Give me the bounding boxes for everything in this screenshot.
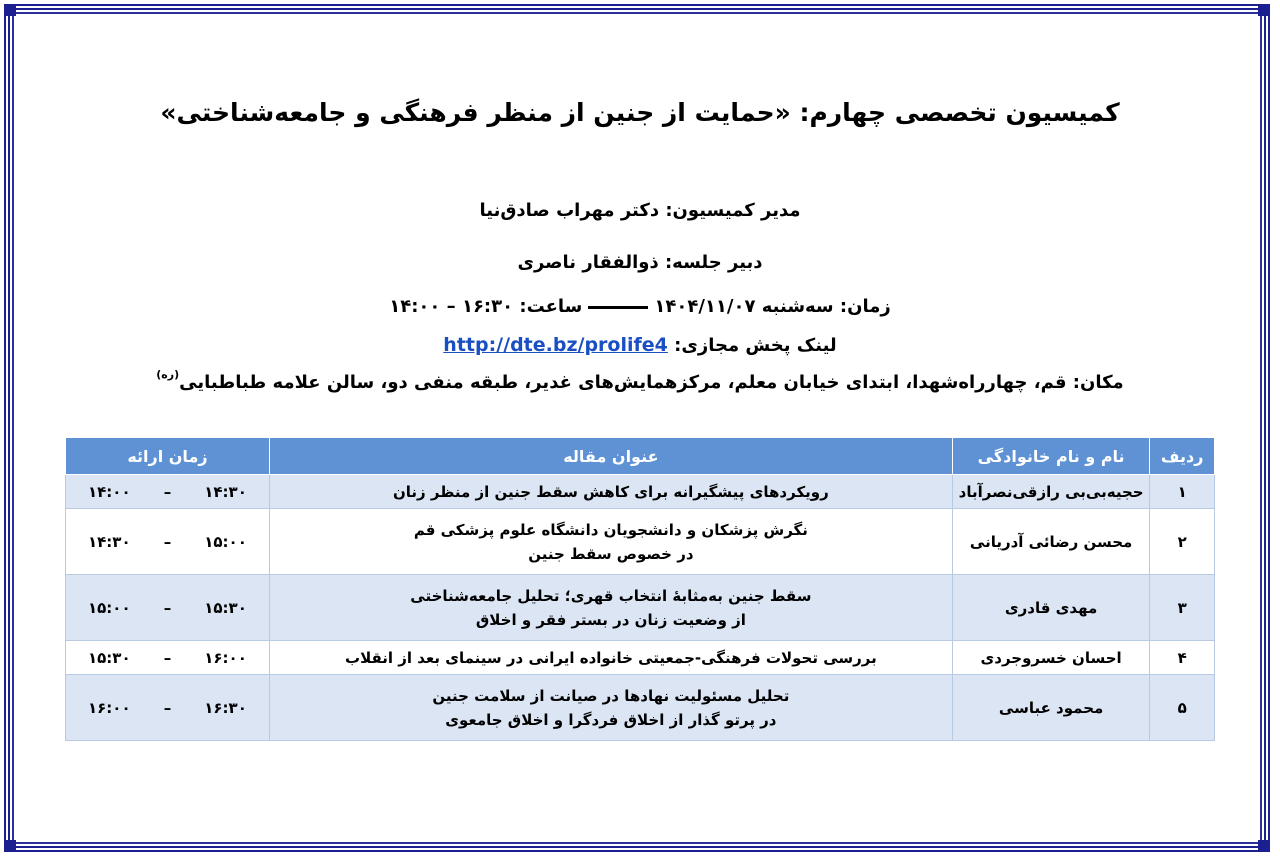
presenter-name: مهدی قادری <box>952 575 1149 641</box>
header-paper-title: عنوان مقاله <box>269 438 952 475</box>
stream-link-line <box>0 334 1280 356</box>
table-row <box>66 575 1215 641</box>
paper-title-line: تحلیل مسئولیت نهادها در صیانت از سلامت جنین <box>432 686 790 705</box>
header-time: زمان ارائه <box>66 438 270 475</box>
row-number: ۲ <box>1150 509 1215 575</box>
time-separator: – <box>163 648 172 667</box>
session-hours: ساعت: ۱۶:۳۰ – ۱۴:۰۰ <box>389 296 583 317</box>
row-number: ۳ <box>1150 575 1215 641</box>
time-separator: – <box>163 482 172 501</box>
time-end: ۱۵:۰۰ <box>204 532 247 551</box>
row-number: ۵ <box>1150 675 1215 741</box>
paper-title <box>269 641 952 675</box>
time-start: ۱۶:۰۰ <box>88 698 131 717</box>
time-separator: – <box>163 532 172 551</box>
stream-link-label: لینک پخش مجازی: <box>674 335 837 356</box>
time-end: ۱۶:۰۰ <box>204 648 247 667</box>
table-row <box>66 509 1215 575</box>
paper-title-line: در خصوص سقط جنین <box>528 544 694 563</box>
session-date: زمان: سه‌شنبه ۱۴۰۴/۱۱/۰۷ <box>654 296 891 317</box>
commission-title: کمیسیون تخصصی چهارم: «حمایت از جنین از منظر فرهنگی و جامعه‌شناختی» <box>160 98 1120 127</box>
paper-title-line: در پرتو گذار از اخلاق فردگرا و اخلاق جامعوی <box>445 710 777 729</box>
presentation-time <box>66 575 270 641</box>
table-row <box>66 641 1215 675</box>
session-time <box>0 296 1280 317</box>
presenter-name: محمود عباسی <box>952 675 1149 741</box>
venue-line <box>0 368 1280 393</box>
paper-title <box>269 575 952 641</box>
row-number: ۴ <box>1150 641 1215 675</box>
time-separator: – <box>163 598 172 617</box>
presentation-time <box>66 641 270 675</box>
venue-text: مکان: قم، چهارراه‌شهدا، ابتدای خیابان معلم، مرکزهمایش‌های غدیر، طبقه منفی دو، سالن علامه طباطبایی <box>179 372 1124 393</box>
paper-title <box>269 509 952 575</box>
presenter-name: احسان خسروجردی <box>952 641 1149 675</box>
time-start: ۱۵:۳۰ <box>88 648 131 667</box>
presentation-time <box>66 675 270 741</box>
paper-title-line: سقط جنین به‌مثابهٔ انتخاب قهری؛ تحلیل جامعه‌شناختی <box>410 586 812 605</box>
paper-title-line: نگرش پزشکان و دانشجویان دانشگاه علوم پزشکی قم <box>413 520 808 539</box>
time-end: ۱۴:۳۰ <box>204 482 247 501</box>
presentation-time <box>66 509 270 575</box>
time-end: ۱۵:۳۰ <box>204 598 247 617</box>
paper-title-line: رویکردهای پیشگیرانه برای کاهش سقط جنین از منظر زنان <box>392 482 829 501</box>
time-end: ۱۶:۳۰ <box>204 698 247 717</box>
time-start: ۱۴:۳۰ <box>88 532 131 551</box>
presenter-name: محسن رضائی آدریانی <box>952 509 1149 575</box>
paper-title-line: از وضعیت زنان در بستر فقر و اخلاق <box>475 610 746 629</box>
schedule-table <box>65 437 1215 741</box>
header-name: نام و نام خانوادگی <box>952 438 1149 475</box>
table-row <box>66 675 1215 741</box>
table-header-row <box>66 438 1215 475</box>
honorific-mark: (ره) <box>156 368 180 381</box>
row-number: ۱ <box>1150 475 1215 509</box>
time-start: ۱۴:۰۰ <box>88 482 131 501</box>
table-row <box>66 475 1215 509</box>
time-separator: – <box>163 698 172 717</box>
presenter-name: حجیه‌بی‌بی رازقی‌نصرآباد <box>952 475 1149 509</box>
header-row-number: ردیف <box>1150 438 1215 475</box>
session-secretary: دبیر جلسه: ذوالفقار ناصری <box>517 252 763 273</box>
commission-manager: مدیر کمیسیون: دکتر مهراب صادق‌نیا <box>479 200 801 221</box>
paper-title <box>269 475 952 509</box>
stream-link[interactable]: http://dte.bz/prolife4 <box>443 334 668 356</box>
separator-line <box>588 306 648 309</box>
paper-title <box>269 675 952 741</box>
paper-title-line: بررسی تحولات فرهنگی-جمعیتی خانواده ایرانی در سینمای بعد از انقلاب <box>345 648 877 667</box>
time-start: ۱۵:۰۰ <box>88 598 131 617</box>
presentation-time <box>66 475 270 509</box>
